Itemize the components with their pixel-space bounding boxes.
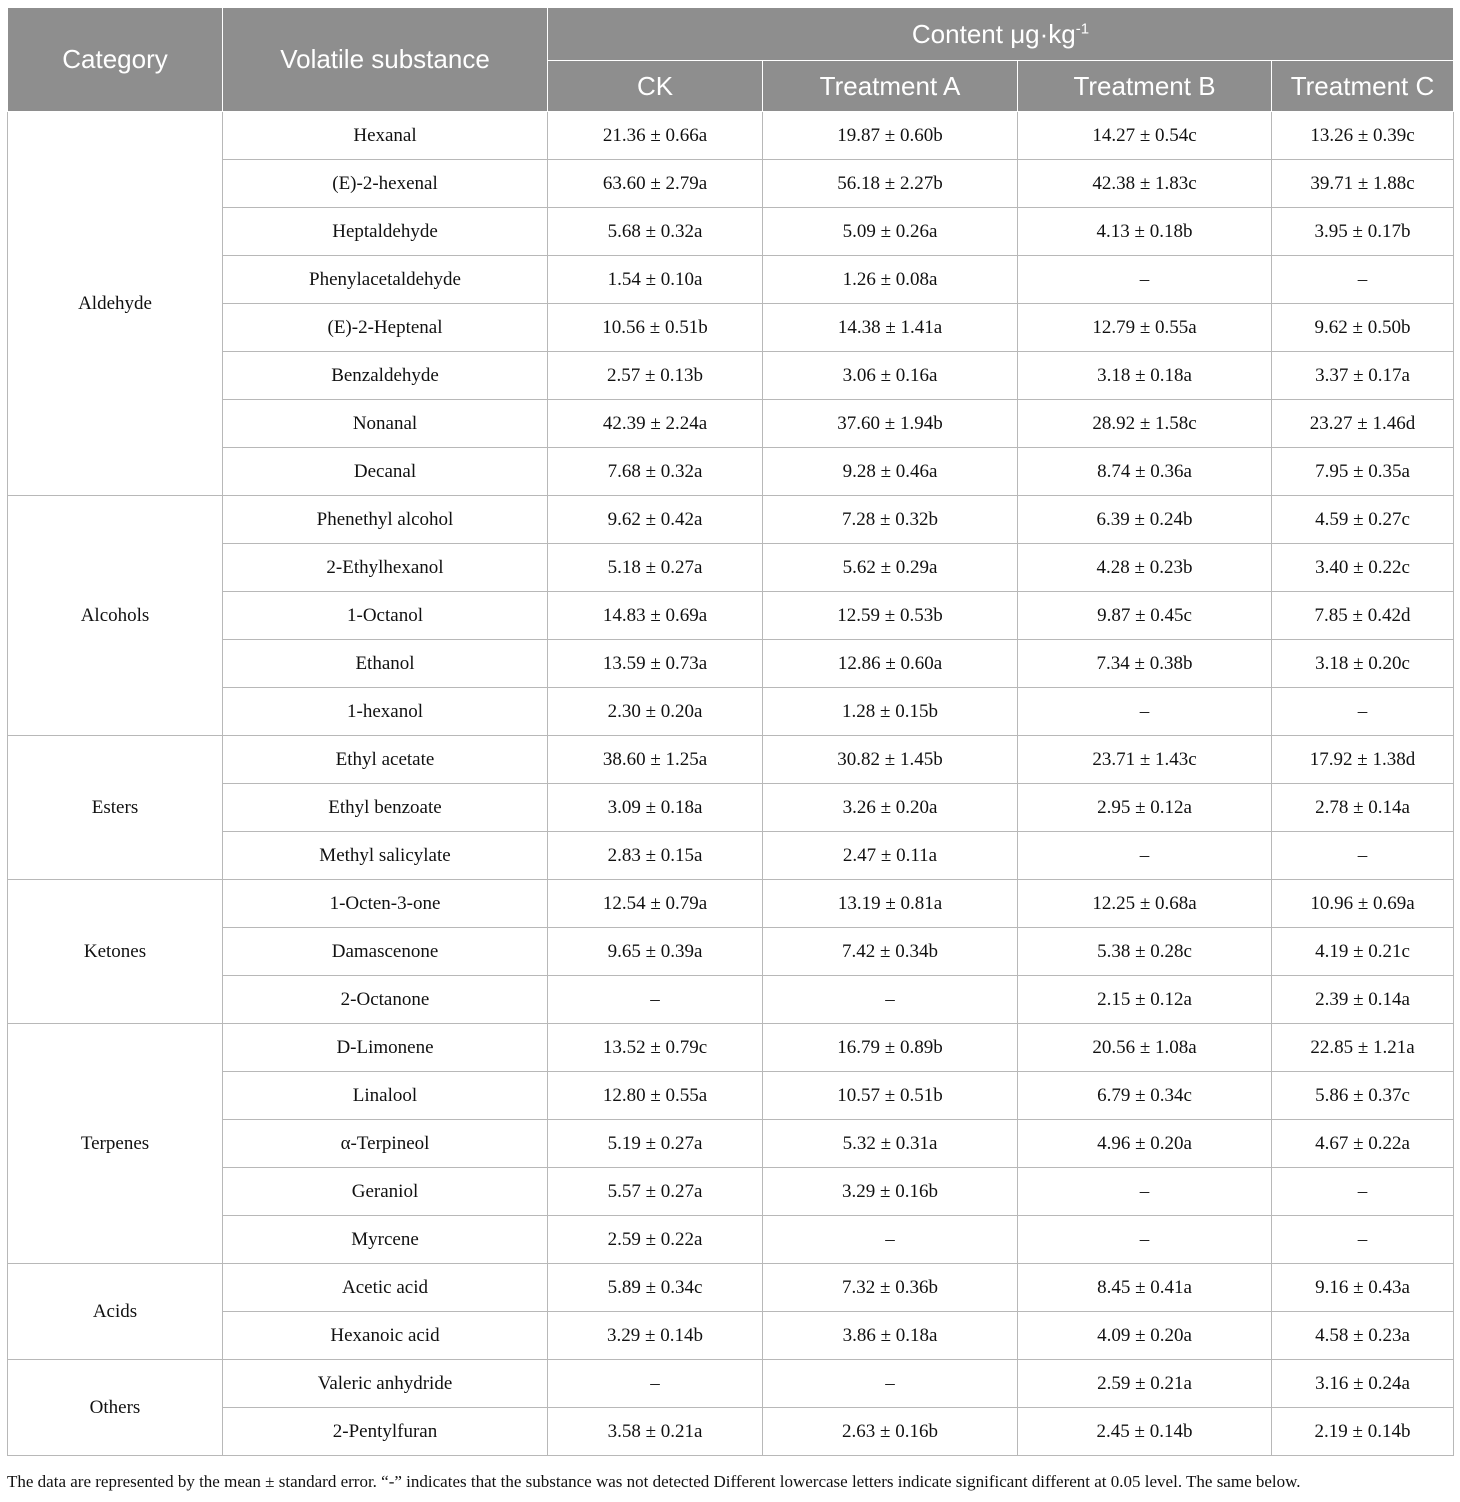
- substance-name-cell: Phenethyl alcohol: [223, 496, 548, 544]
- table-row: [8, 1072, 1454, 1120]
- header-category: Category: [8, 8, 223, 112]
- value-cell: –: [1272, 688, 1454, 736]
- value-cell: 21.36 ± 0.66a: [548, 112, 763, 160]
- table-row: [8, 1024, 1454, 1072]
- table-row: [8, 448, 1454, 496]
- value-cell: 2.15 ± 0.12a: [1018, 976, 1272, 1024]
- table-row: [8, 1120, 1454, 1168]
- value-cell: –: [548, 1360, 763, 1408]
- substance-name-cell: 1-Octen-3-one: [223, 880, 548, 928]
- value-cell: 3.40 ± 0.22c: [1272, 544, 1454, 592]
- value-cell: 8.74 ± 0.36a: [1018, 448, 1272, 496]
- value-cell: 10.57 ± 0.51b: [763, 1072, 1018, 1120]
- substance-name-cell: Damascenone: [223, 928, 548, 976]
- value-cell: 4.19 ± 0.21c: [1272, 928, 1454, 976]
- table-row: [8, 1360, 1454, 1408]
- table-row: [8, 496, 1454, 544]
- value-cell: 14.27 ± 0.54c: [1018, 112, 1272, 160]
- value-cell: 7.28 ± 0.32b: [763, 496, 1018, 544]
- substance-name-cell: (E)-2-hexenal: [223, 160, 548, 208]
- value-cell: 5.32 ± 0.31a: [763, 1120, 1018, 1168]
- value-cell: 4.58 ± 0.23a: [1272, 1312, 1454, 1360]
- value-cell: 12.54 ± 0.79a: [548, 880, 763, 928]
- header-content: [548, 8, 1454, 61]
- value-cell: 6.79 ± 0.34c: [1018, 1072, 1272, 1120]
- table-row: [8, 160, 1454, 208]
- value-cell: 10.96 ± 0.69a: [1272, 880, 1454, 928]
- value-cell: –: [1018, 1168, 1272, 1216]
- value-cell: 4.28 ± 0.23b: [1018, 544, 1272, 592]
- table-row: [8, 736, 1454, 784]
- value-cell: 7.42 ± 0.34b: [763, 928, 1018, 976]
- value-cell: 8.45 ± 0.41a: [1018, 1264, 1272, 1312]
- value-cell: 3.09 ± 0.18a: [548, 784, 763, 832]
- category-cell: Alcohols: [8, 496, 223, 736]
- header-col-treatment-c: Treatment C: [1272, 61, 1454, 112]
- table-row: [8, 1408, 1454, 1456]
- value-cell: 17.92 ± 1.38d: [1272, 736, 1454, 784]
- value-cell: 2.47 ± 0.11a: [763, 832, 1018, 880]
- substance-name-cell: 2-Pentylfuran: [223, 1408, 548, 1456]
- value-cell: –: [763, 976, 1018, 1024]
- value-cell: 16.79 ± 0.89b: [763, 1024, 1018, 1072]
- value-cell: 7.34 ± 0.38b: [1018, 640, 1272, 688]
- value-cell: –: [1018, 832, 1272, 880]
- substance-name-cell: Benzaldehyde: [223, 352, 548, 400]
- value-cell: –: [1272, 1216, 1454, 1264]
- value-cell: 5.19 ± 0.27a: [548, 1120, 763, 1168]
- value-cell: 1.54 ± 0.10a: [548, 256, 763, 304]
- table-body: [8, 112, 1454, 1456]
- value-cell: –: [548, 976, 763, 1024]
- value-cell: 5.18 ± 0.27a: [548, 544, 763, 592]
- value-cell: 37.60 ± 1.94b: [763, 400, 1018, 448]
- substance-name-cell: Hexanoic acid: [223, 1312, 548, 1360]
- substance-name-cell: Geraniol: [223, 1168, 548, 1216]
- value-cell: 9.65 ± 0.39a: [548, 928, 763, 976]
- value-cell: 2.30 ± 0.20a: [548, 688, 763, 736]
- value-cell: 38.60 ± 1.25a: [548, 736, 763, 784]
- substance-name-cell: 1-Octanol: [223, 592, 548, 640]
- header-col-treatment-a: Treatment A: [763, 61, 1018, 112]
- value-cell: 39.71 ± 1.88c: [1272, 160, 1454, 208]
- value-cell: 5.38 ± 0.28c: [1018, 928, 1272, 976]
- value-cell: 12.25 ± 0.68a: [1018, 880, 1272, 928]
- value-cell: 9.62 ± 0.42a: [548, 496, 763, 544]
- substance-name-cell: (E)-2-Heptenal: [223, 304, 548, 352]
- value-cell: 3.26 ± 0.20a: [763, 784, 1018, 832]
- value-cell: 23.27 ± 1.46d: [1272, 400, 1454, 448]
- value-cell: 42.39 ± 2.24a: [548, 400, 763, 448]
- value-cell: 2.59 ± 0.22a: [548, 1216, 763, 1264]
- table-row: [8, 1168, 1454, 1216]
- value-cell: 12.59 ± 0.53b: [763, 592, 1018, 640]
- value-cell: 5.86 ± 0.37c: [1272, 1072, 1454, 1120]
- substance-name-cell: 1-hexanol: [223, 688, 548, 736]
- value-cell: 30.82 ± 1.45b: [763, 736, 1018, 784]
- value-cell: 1.28 ± 0.15b: [763, 688, 1018, 736]
- value-cell: 7.85 ± 0.42d: [1272, 592, 1454, 640]
- value-cell: 3.16 ± 0.24a: [1272, 1360, 1454, 1408]
- value-cell: 9.87 ± 0.45c: [1018, 592, 1272, 640]
- value-cell: –: [1018, 688, 1272, 736]
- value-cell: 3.29 ± 0.14b: [548, 1312, 763, 1360]
- header-col-ck: CK: [548, 61, 763, 112]
- substance-name-cell: α-Terpineol: [223, 1120, 548, 1168]
- category-cell: Aldehyde: [8, 112, 223, 496]
- value-cell: 9.62 ± 0.50b: [1272, 304, 1454, 352]
- value-cell: 4.09 ± 0.20a: [1018, 1312, 1272, 1360]
- table-row: [8, 544, 1454, 592]
- value-cell: 5.62 ± 0.29a: [763, 544, 1018, 592]
- value-cell: 9.16 ± 0.43a: [1272, 1264, 1454, 1312]
- table-row: [8, 880, 1454, 928]
- value-cell: 2.19 ± 0.14b: [1272, 1408, 1454, 1456]
- substance-name-cell: Ethyl benzoate: [223, 784, 548, 832]
- value-cell: 3.95 ± 0.17b: [1272, 208, 1454, 256]
- value-cell: 2.63 ± 0.16b: [763, 1408, 1018, 1456]
- value-cell: 42.38 ± 1.83c: [1018, 160, 1272, 208]
- table-row: [8, 784, 1454, 832]
- value-cell: –: [1018, 256, 1272, 304]
- table-row: [8, 1264, 1454, 1312]
- substance-name-cell: 2-Ethylhexanol: [223, 544, 548, 592]
- value-cell: 5.68 ± 0.32a: [548, 208, 763, 256]
- value-cell: 3.58 ± 0.21a: [548, 1408, 763, 1456]
- value-cell: 28.92 ± 1.58c: [1018, 400, 1272, 448]
- value-cell: 2.45 ± 0.14b: [1018, 1408, 1272, 1456]
- category-cell: Terpenes: [8, 1024, 223, 1264]
- category-cell: Acids: [8, 1264, 223, 1360]
- value-cell: 56.18 ± 2.27b: [763, 160, 1018, 208]
- substance-name-cell: Hexanal: [223, 112, 548, 160]
- header-volatile-substance: Volatile substance: [223, 8, 548, 112]
- value-cell: 9.28 ± 0.46a: [763, 448, 1018, 496]
- value-cell: 3.18 ± 0.20c: [1272, 640, 1454, 688]
- value-cell: 20.56 ± 1.08a: [1018, 1024, 1272, 1072]
- table-header: [8, 8, 1454, 112]
- value-cell: 2.59 ± 0.21a: [1018, 1360, 1272, 1408]
- value-cell: 5.09 ± 0.26a: [763, 208, 1018, 256]
- value-cell: –: [1018, 1216, 1272, 1264]
- value-cell: 13.19 ± 0.81a: [763, 880, 1018, 928]
- value-cell: 3.06 ± 0.16a: [763, 352, 1018, 400]
- substance-name-cell: 2-Octanone: [223, 976, 548, 1024]
- substance-name-cell: Decanal: [223, 448, 548, 496]
- category-cell: Ketones: [8, 880, 223, 1024]
- value-cell: 7.95 ± 0.35a: [1272, 448, 1454, 496]
- table-row: [8, 592, 1454, 640]
- value-cell: 2.78 ± 0.14a: [1272, 784, 1454, 832]
- volatile-substances-table: [7, 7, 1454, 1456]
- value-cell: 14.83 ± 0.69a: [548, 592, 763, 640]
- table-row: [8, 304, 1454, 352]
- value-cell: 13.26 ± 0.39c: [1272, 112, 1454, 160]
- table-footnote: The data are represented by the mean ± standard error. “-” indicates that the substance was not detected Different lowercase letters indicate significant different at 0.05 level. The same below.: [7, 1472, 1301, 1491]
- value-cell: 7.68 ± 0.32a: [548, 448, 763, 496]
- value-cell: 13.59 ± 0.73a: [548, 640, 763, 688]
- value-cell: 12.79 ± 0.55a: [1018, 304, 1272, 352]
- table-row: [8, 256, 1454, 304]
- value-cell: 14.38 ± 1.41a: [763, 304, 1018, 352]
- substance-name-cell: Valeric anhydride: [223, 1360, 548, 1408]
- value-cell: 2.83 ± 0.15a: [548, 832, 763, 880]
- value-cell: –: [763, 1216, 1018, 1264]
- value-cell: –: [763, 1360, 1018, 1408]
- table-row: [8, 400, 1454, 448]
- table-row: [8, 640, 1454, 688]
- category-cell: Others: [8, 1360, 223, 1456]
- value-cell: 7.32 ± 0.36b: [763, 1264, 1018, 1312]
- substance-name-cell: Myrcene: [223, 1216, 548, 1264]
- value-cell: 63.60 ± 2.79a: [548, 160, 763, 208]
- value-cell: 23.71 ± 1.43c: [1018, 736, 1272, 784]
- substance-name-cell: Ethanol: [223, 640, 548, 688]
- value-cell: 19.87 ± 0.60b: [763, 112, 1018, 160]
- value-cell: 1.26 ± 0.08a: [763, 256, 1018, 304]
- value-cell: 13.52 ± 0.79c: [548, 1024, 763, 1072]
- value-cell: 5.57 ± 0.27a: [548, 1168, 763, 1216]
- table-row: [8, 976, 1454, 1024]
- header-content-label: Content μg·kg: [911, 18, 1076, 49]
- table-row: [8, 832, 1454, 880]
- value-cell: 4.67 ± 0.22a: [1272, 1120, 1454, 1168]
- category-cell: Esters: [8, 736, 223, 880]
- value-cell: 3.37 ± 0.17a: [1272, 352, 1454, 400]
- substance-name-cell: Heptaldehyde: [223, 208, 548, 256]
- table-row: [8, 208, 1454, 256]
- table-row: [8, 1216, 1454, 1264]
- table-row: [8, 928, 1454, 976]
- table-row: [8, 688, 1454, 736]
- value-cell: 4.13 ± 0.18b: [1018, 208, 1272, 256]
- header-col-treatment-b: Treatment B: [1018, 61, 1272, 112]
- value-cell: –: [1272, 1168, 1454, 1216]
- value-cell: 22.85 ± 1.21a: [1272, 1024, 1454, 1072]
- value-cell: 12.80 ± 0.55a: [548, 1072, 763, 1120]
- value-cell: 12.86 ± 0.60a: [763, 640, 1018, 688]
- substance-name-cell: Linalool: [223, 1072, 548, 1120]
- value-cell: 2.95 ± 0.12a: [1018, 784, 1272, 832]
- table-row: [8, 1312, 1454, 1360]
- value-cell: 2.57 ± 0.13b: [548, 352, 763, 400]
- substance-name-cell: Nonanal: [223, 400, 548, 448]
- substance-name-cell: Phenylacetaldehyde: [223, 256, 548, 304]
- value-cell: 5.89 ± 0.34c: [548, 1264, 763, 1312]
- header-content-exponent: -1: [1075, 19, 1090, 37]
- value-cell: –: [1272, 256, 1454, 304]
- substance-name-cell: Methyl salicylate: [223, 832, 548, 880]
- value-cell: –: [1272, 832, 1454, 880]
- value-cell: 3.86 ± 0.18a: [763, 1312, 1018, 1360]
- value-cell: 4.59 ± 0.27c: [1272, 496, 1454, 544]
- value-cell: 4.96 ± 0.20a: [1018, 1120, 1272, 1168]
- value-cell: 10.56 ± 0.51b: [548, 304, 763, 352]
- substance-name-cell: Ethyl acetate: [223, 736, 548, 784]
- substance-name-cell: D-Limonene: [223, 1024, 548, 1072]
- value-cell: 6.39 ± 0.24b: [1018, 496, 1272, 544]
- value-cell: 2.39 ± 0.14a: [1272, 976, 1454, 1024]
- substance-name-cell: Acetic acid: [223, 1264, 548, 1312]
- table-row: [8, 112, 1454, 160]
- table-row: [8, 352, 1454, 400]
- value-cell: 3.18 ± 0.18a: [1018, 352, 1272, 400]
- value-cell: 3.29 ± 0.16b: [763, 1168, 1018, 1216]
